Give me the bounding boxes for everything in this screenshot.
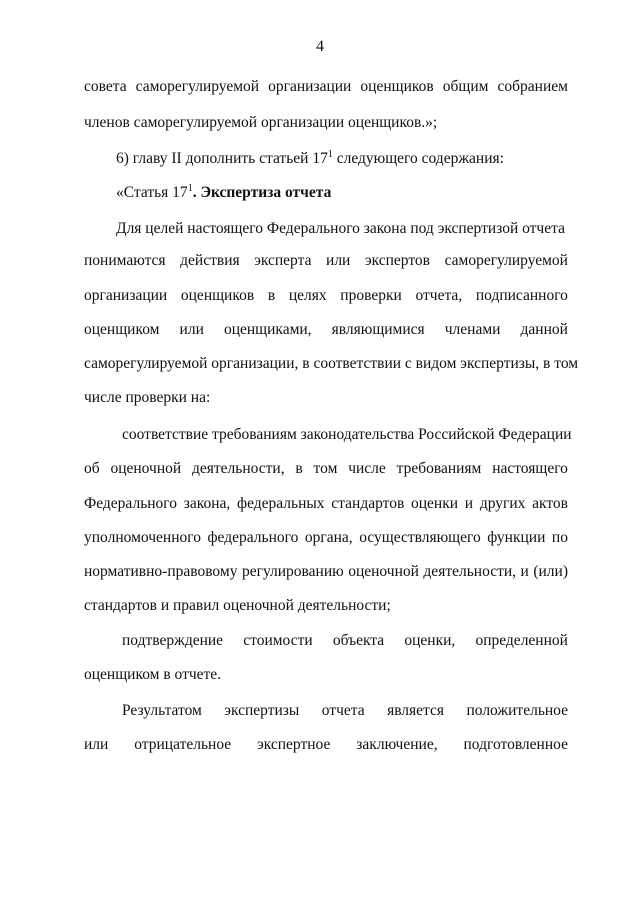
word: регулированию [241,563,344,580]
word: и [520,563,529,580]
text-line-6 [84,252,568,270]
word: оценщиков [180,287,255,304]
word: федерального [207,529,299,546]
word: понимаются [84,252,166,269]
text-span: следующего содержания: [332,150,504,167]
text-line-7 [84,287,568,305]
word: и [464,495,474,512]
word: отчета, [415,287,463,304]
word: об [84,460,100,477]
text-line-18: оценщиком в отчете. [84,666,222,683]
text-line-10: числе проверки на: [84,389,211,406]
word: оценщиком [84,321,160,338]
word: актов [532,495,568,512]
word: заключение, [356,736,438,753]
word: проверки [340,287,402,304]
word: других [479,495,526,512]
word: деятельности, [191,460,285,477]
word: (или) [533,563,568,580]
word: уполномоченного [84,529,201,546]
word: Результатом [122,702,202,719]
word: оценки, [404,632,456,649]
word: саморегулируемой [135,78,260,95]
text-line-17 [122,632,568,650]
word: стоимости [243,632,313,649]
text-line-9: саморегулируемой организации, в соответствии с видом экспертизы, в том [84,355,579,372]
word: функции [487,529,546,546]
word: осуществляющего [359,529,481,546]
word: действия [180,252,240,269]
word: целях [288,287,327,304]
text-line-2: членов саморегулируемой организации оценщиков.»; [84,114,438,131]
word: организации [268,78,352,95]
word: экспертное [257,736,331,753]
word: федеральных [237,495,325,512]
text-line-3 [116,150,568,168]
word: общим [442,78,489,95]
superscript: 1 [327,148,333,160]
text-line-20 [84,736,568,754]
word: том [313,460,338,477]
word: собранием [497,78,568,95]
text-line-11: соответствие требованиям законодательства Российской Федерации [122,426,572,443]
word: отрицательное [134,736,232,753]
word: саморегулируемой [444,252,568,269]
word: числе [348,460,386,477]
word: или [84,736,109,753]
word: закона, [183,495,231,512]
word: отчета [321,702,365,719]
superscript: 1 [187,182,193,194]
text-line-12 [84,460,568,478]
text-span: 6) главу II дополнить статьей 17 [116,150,328,167]
text-span: «Статья 17 [116,184,188,201]
word: по [551,529,568,546]
word: в [267,287,276,304]
word: в [295,460,303,477]
word: организации [84,287,168,304]
word: являющимися [331,321,425,338]
word: требованиям [396,460,482,477]
word: деятельности, [423,563,517,580]
word: экспертов [364,252,430,269]
page-number: 4 [316,38,324,55]
text-line-8 [84,321,568,339]
word: Федерального [84,495,178,512]
word: стандартов [331,495,405,512]
word: оценки [411,495,459,512]
word: подготовленное [463,736,568,753]
word: положительное [466,702,568,719]
text-line-14 [84,529,568,547]
word: оценочной [110,460,182,477]
text-line-1 [84,78,568,96]
word: подписанного [475,287,568,304]
word: совета [84,78,127,95]
word: членами [444,321,501,338]
word: эксперта [254,252,312,269]
word: объекта [332,632,385,649]
text-line-5: Для целей настоящего Федерального закона под экспертизой отчета [116,220,565,237]
text-line-13 [84,495,568,513]
text-line-15 [84,563,568,581]
text-line-16: стандартов и правил оценочной деятельности; [84,597,391,614]
text-line-19 [122,702,568,720]
heading-bold-text: . Экспертиза отчета [192,184,332,201]
word: оценщиками, [223,321,312,338]
word: экспертизы [224,702,300,719]
word: органа, [304,529,353,546]
word: данной [520,321,568,338]
word: оценщиков [360,78,434,95]
word: является [387,702,445,719]
word: нормативно-правовому [84,563,238,580]
word: определенной [475,632,568,649]
word: подтверждение [122,632,224,649]
word: настоящего [492,460,568,477]
word: оценочной [348,563,419,580]
article-heading [116,184,568,202]
word: или [326,252,351,269]
word: или [179,321,204,338]
